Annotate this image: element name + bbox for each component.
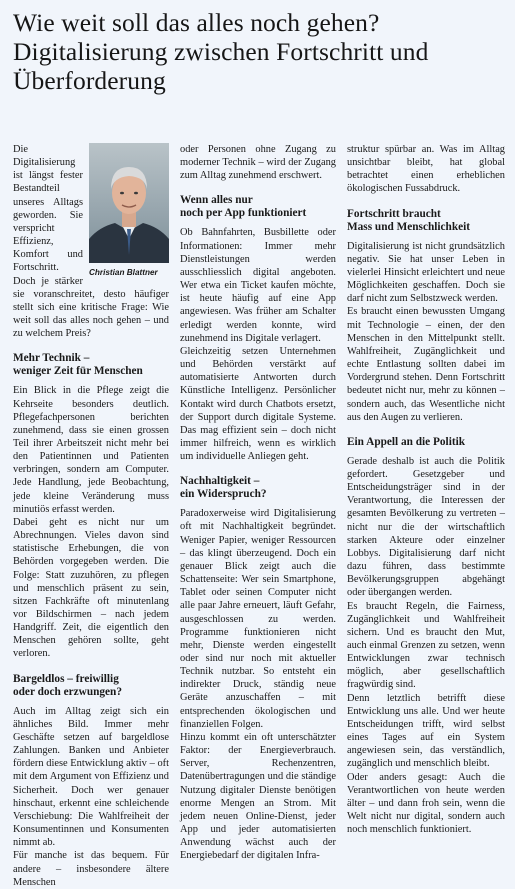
subheading-nachhaltigkeit: Nachhaltigkeit – ein Widerspruch? — [180, 475, 267, 501]
paragraph: Es braucht einen bewussten Umgang mit Technologie – einen, der den Menschen in den Mittelpunkt stellt. Wahlfreiheit, Zugänglichkeit und echte Entlastung sollten dabei im Vordergrund stehen. Denn Fortschritt bedeutet nicht nur, mehr zu können – sondern auch, das Wesentliche nicht aus den Augen zu verlieren. — [347, 306, 505, 423]
paragraph: Auch im Alltag zeigt sich ein ähnliches Bild. Immer mehr Geschäfte setzen auf bargeldlose Zahlungen. Banken und Anbieter fördern diese Entwicklung aktiv – oft mit dem Argument von Effizienz und Sicherheit. Doch wer genauer hinschaut, erkennt eine schleichende Verschiebung: Die Wahlfreiheit der Konsumentinnen und Konsumenten nimmt ab. — [13, 705, 169, 849]
author-caption: Christian Blattner — [89, 268, 158, 277]
subheading-app: Wenn alles nur noch per App funktioniert — [180, 194, 307, 220]
paragraph: oder Personen ohne Zugang zu moderner Technik – wird der Zugang zum Alltag zunehmend erschwert. — [180, 144, 336, 182]
article-column-1 — [13, 143, 169, 889]
article-headline: Wie weit soll das alles noch gehen? Digitalisierung zwischen Fortschritt und Überforderung — [13, 8, 429, 95]
paragraph: Oder anders gesagt: Auch die Verantwortlichen von heute werden älter – und dann froh sein, wenn die Welt nicht nur digital, sondern auch noch menschlich funktioniert. — [347, 771, 505, 836]
paragraph: Digitalisierung ist nicht grundsätzlich negativ. Sie hat unser Leben in vielerlei Hinsicht erleichtert und neue Möglichkeiten geschaffen. Doch sie darf nicht zum Selbstzweck werden. — [347, 240, 505, 305]
author-portrait-image — [89, 143, 169, 263]
paragraph: Ein Blick in die Pflege zeigt die Kehrseite besonders deutlich. Pflegefachpersonen berichten zunehmend, dass sie einen grossen Teil ihrer Arbeitszeit nicht mehr bei den Patientinnen und Patienten verbringen, sondern am Computer. Jede Handlung, jede Beobachtung, jede kleine Veränderung muss minutiös erfasst werden. — [13, 385, 169, 515]
paragraph: Paradoxerweise wird Digitalisierung oft mit Nachhaltigkeit begründet. Weniger Papier, weniger Ressourcen – das klingt überzeugend. Doch ein genauer Blick zeigt auch die Schattenseite: Wer sein Smartphone, Tablet oder seinen Computer nicht alle paar Jahre erneuert, läuft Gefahr, ausgeschlossen zu werden. Programme funktionieren nicht mehr, Dienste werden eingestellt oder sind nur noch mit aktueller Technik nutzbar. So entsteht ein indirekter Druck, ständig neue Geräte anzuschaffen – mit entsprechenden ökologischen und finanziellen Folgen. — [180, 508, 336, 730]
paragraph: Es braucht Regeln, die Fairness, Zugänglichkeit und Wahlfreiheit sichern. Und es braucht den Mut, auch einmal Grenzen zu setzen, wenn Entwicklungen zwar technisch möglich, aber gesellschaftlich fragwürdig sind. — [347, 600, 505, 691]
subheading-bargeldlos: Bargeldlos – freiwillig oder doch erzwungen? — [13, 672, 122, 698]
paragraph: struktur spürbar an. Was im Alltag unsichtbar bleibt, hat global betrachtet einen erheblichen ökologischen Fussabdruck. — [347, 144, 505, 195]
intro-paragraph: Die Digitalisierung ist längst fester Bestandteil unseres Alltags geworden. Sie verspricht Effizienz, Komfort und Fortschritt. Doch je stärker sie voranschreitet, desto häufiger stellt sich eine kritische Frage: Wie weit soll das alles noch gehen – und zu welchem Preis? — [13, 144, 169, 340]
subheading-mehr-technik: Mehr Technik – weniger Zeit für Menschen — [13, 352, 143, 378]
article-column-2 — [180, 143, 336, 863]
subheading-appell: Ein Appell an die Politik — [347, 435, 466, 448]
paragraph: Für manche ist das bequem. Für andere – insbesondere ältere Menschen — [13, 850, 169, 888]
paragraph: Gerade deshalb ist auch die Politik gefordert. Gesetzgeber und Entscheidungsträger sind in der Verantwortung, die Interessen der gesamten Bevölkerung zu vertreten – nicht nur die der wirtschaftlich starken Akteure oder einzelner Lobbys. Digitalisierung darf nicht dazu führen, dass bestimmte Bevölkerungsgruppen abgehängt oder übergangen werden. — [347, 455, 505, 599]
paragraph: Ob Bahnfahrten, Busbillette oder Informationen: Immer mehr Dienstleistungen werden ausschliesslich digital angeboten. Wer etwa ein Ticket kaufen möchte, ist heute häufig auf eine App angewiesen. Was früher am Schalter erledigt werden konnte, wird zunehmend ins Digitale verlagert. — [180, 227, 336, 344]
paragraph: Gleichzeitig setzen Unternehmen und Behörden verstärkt auf automatisierte Antworten durch Künstliche Intelligenz. Persönlicher Kontakt wird durch Chatbots ersetzt, der Support durch digitale Systeme. Das mag effizient sein – doch nicht immer hilfreich, wenn es wirklich um individuelle Anliegen geht. — [180, 345, 336, 463]
author-photo-block — [89, 143, 169, 279]
paragraph: Dabei geht es nicht nur um Abrechnungen. Vieles davon sind statistische Erhebungen, die von Behörden vorgegeben werden. Die Folge: Statt zuzuhören, zu pflegen und menschlich präsent zu sein, sitzen Fachkräfte oft minutenlang vor Bildschirmen – nach jedem Handgriff. Zeit, die eigentlich den Menschen gehören sollte, geht verloren. — [13, 516, 169, 660]
paragraph: Denn letztlich betrifft diese Entwicklung uns alle. Und wer heute Entscheidungen trifft, wird selbst eines Tages auf ein System angewiesen sein, das verständlich, zugänglich und menschlich bleibt. — [347, 692, 505, 770]
subheading-fortschritt: Fortschritt braucht Mass und Menschlichkeit — [347, 207, 471, 233]
paragraph: Hinzu kommt ein oft unterschätzter Faktor: der Energieverbrauch. Server, Rechenzentren, Datenübertragungen und die ständige Nutzung digitaler Dienste benötigen enorme Mengen an Strom. Mit jedem neuen Online-Dienst, jeder App und jeder automatisierten Anwendung wächst auch der Energiebedarf der digitalen Infra- — [180, 731, 336, 862]
article-column-3 — [347, 143, 505, 836]
